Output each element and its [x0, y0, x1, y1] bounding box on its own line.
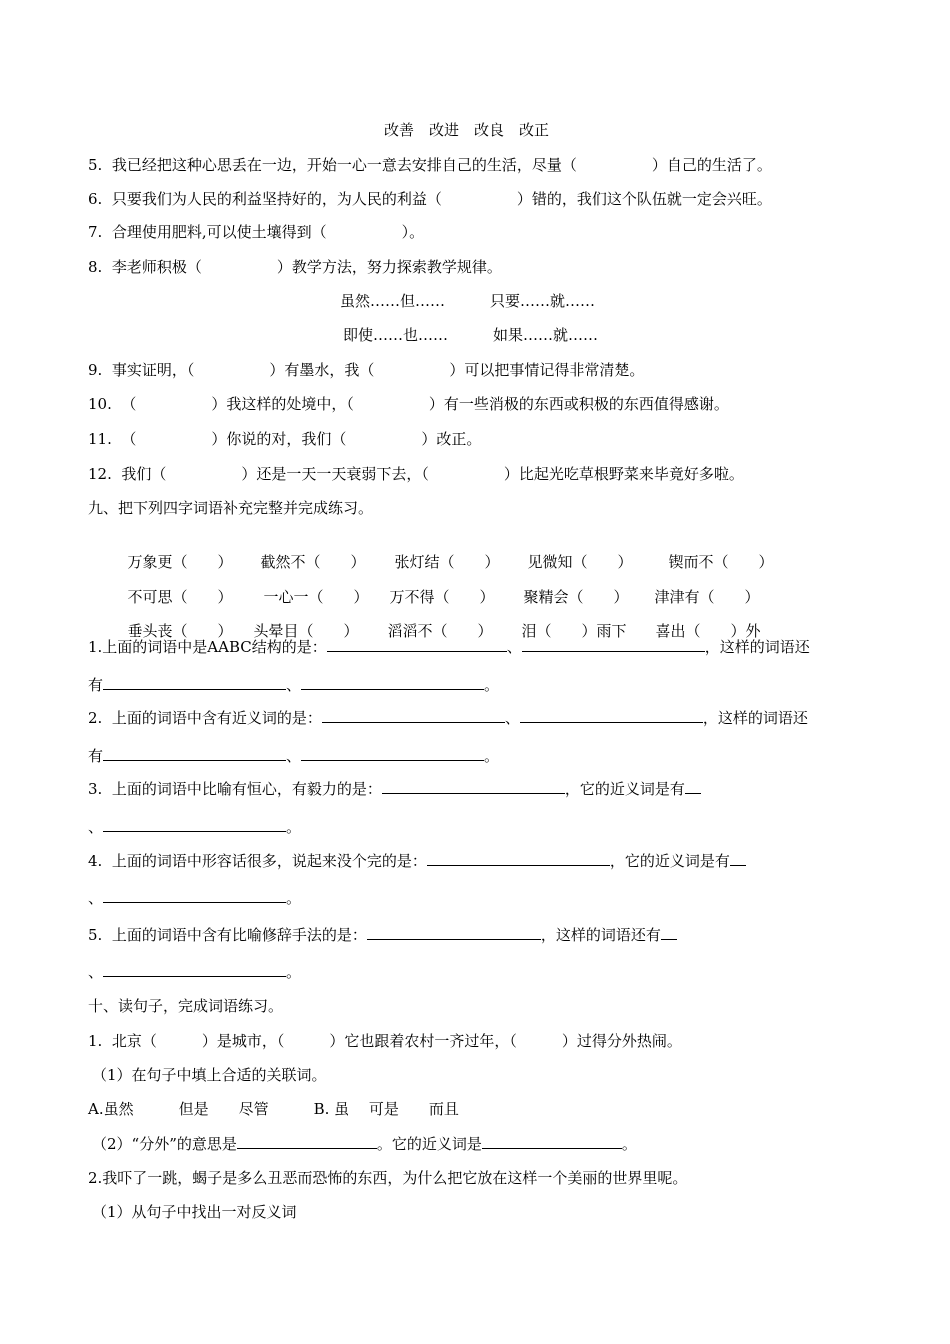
idiom: 滔滔不（ ） — [387, 622, 493, 640]
idiom: 见微知（ ） — [527, 553, 633, 571]
question-8: 8. 李老师积极（ ）教学方法，努力探索教学规律。 — [88, 258, 502, 276]
idiom: 截然不（ ） — [260, 553, 366, 571]
s10-question-2-sub-1: （1）从句子中找出一对反义词 — [92, 1203, 297, 1221]
s9-question-5: 5. 上面的词语中含有比喻修辞手法的是： ，这样的词语还有 — [88, 925, 677, 945]
word-choices-1: 改善 改进 改良 改正 — [384, 121, 550, 139]
answer-blank[interactable] — [327, 637, 507, 652]
idiom: 泪（ ）雨下 — [521, 622, 627, 640]
question-12: 12. 我们（ ）还是一天一天衰弱下去，（ ）比起光吃草根野菜来毕竟好多啦。 — [88, 465, 744, 483]
answer-blank[interactable] — [103, 746, 286, 761]
idiom-row-3 — [118, 601, 761, 641]
answer-blank[interactable] — [103, 817, 286, 832]
answer-blank[interactable] — [382, 779, 565, 794]
answer-blank[interactable] — [661, 925, 677, 940]
answer-blank[interactable] — [482, 1134, 622, 1149]
answer-blank[interactable] — [522, 637, 705, 652]
idiom: 津津有（ ） — [654, 588, 760, 606]
s9-question-1: 1.上面的词语中是AABC结构的是： 、 ，这样的词语还 — [88, 638, 810, 656]
s10-question-2: 2.我吓了一跳，蝎子是多么丑恶而恐怖的东西，为什么把它放在这样一个美丽的世界里呢。 — [88, 1169, 688, 1187]
s10-question-1-sub-1: （1）在句子中填上合适的关联词。 — [92, 1066, 327, 1084]
s9-question-2-cont: 有 、 。 — [88, 747, 500, 765]
answer-blank[interactable] — [301, 746, 484, 761]
s10-question-1: 1. 北京（ ）是城市，（ ）它也跟着农村一齐过年，（ ）过得分外热闹。 — [88, 1032, 682, 1050]
section-10-title: 十、读句子，完成词语练习。 — [88, 997, 284, 1015]
idiom: 喜出（ ）外 — [655, 622, 761, 640]
s9-question-3-cont: 、 。 — [88, 818, 302, 836]
question-10: 10. （ ）我这样的处境中，（ ）有一些消极的东西或积极的东西值得感谢。 — [88, 395, 729, 413]
idiom: 聚精会（ ） — [523, 588, 629, 606]
idiom: 锲而不（ ） — [668, 553, 774, 571]
answer-blank[interactable] — [367, 925, 541, 940]
idiom: 万象更（ ） — [127, 553, 233, 571]
s9-question-2: 2. 上面的词语中含有近义词的是： 、 ，这样的词语还 — [88, 709, 808, 727]
answer-blank[interactable] — [237, 1134, 377, 1149]
idiom: 万不得（ ） — [389, 588, 495, 606]
idiom: 垂头丧（ ） — [127, 622, 233, 640]
s9-question-4-cont: 、 。 — [88, 889, 302, 907]
question-6: 6. 只要我们为人民的利益坚持好的，为人民的利益（ ）错的，我们这个队伍就一定会兴旺。 — [88, 190, 772, 208]
question-5: 5. 我已经把这种心思丢在一边，开始一心一意去安排自己的生活，尽量（ ）自己的生活了。 — [88, 156, 772, 174]
idiom: 不可思（ ） — [127, 588, 233, 606]
conjunction-choices-row-1: 虽然……但…… 只要……就…… — [340, 292, 596, 310]
answer-blank[interactable] — [730, 851, 746, 866]
answer-blank[interactable] — [103, 888, 286, 903]
idiom: 张灯结（ ） — [394, 553, 500, 571]
answer-blank[interactable] — [103, 962, 286, 977]
answer-blank[interactable] — [301, 675, 484, 690]
s10-question-1-options: A.虽然 但是 尽管 B. 虽 可是 而且 — [88, 1100, 459, 1118]
question-7: 7. 合理使用肥料,可以使土壤得到（ ）。 — [88, 223, 425, 241]
s9-question-3: 3. 上面的词语中比喻有恒心，有毅力的是： ，它的近义词是有 — [88, 779, 701, 799]
answer-blank[interactable] — [103, 675, 286, 690]
question-9: 9. 事实证明，（ ）有墨水，我（ ）可以把事情记得非常清楚。 — [88, 361, 645, 379]
section-9-title: 九、把下列四字词语补充完整并完成练习。 — [88, 499, 374, 517]
answer-blank[interactable] — [427, 851, 610, 866]
answer-blank[interactable] — [322, 708, 505, 723]
s9-question-1-cont: 有 、 。 — [88, 676, 500, 694]
answer-blank[interactable] — [520, 708, 703, 723]
s9-question-5-cont: 、 。 — [88, 963, 302, 981]
conjunction-choices-row-2: 即使……也…… 如果……就…… — [343, 326, 599, 344]
question-11: 11. （ ）你说的对，我们（ ）改正。 — [88, 430, 482, 448]
s9-question-4: 4. 上面的词语中形容话很多，说起来没个完的是： ，它的近义词是有 — [88, 851, 746, 871]
idiom: 一心一（ ） — [263, 588, 369, 606]
answer-blank[interactable] — [685, 779, 701, 794]
idiom-row-1 — [118, 532, 774, 572]
idiom: 头晕目（ ） — [253, 622, 359, 640]
s10-question-1-sub-2: （2）“分外”的意思是 。它的近义词是 。 — [92, 1135, 637, 1153]
